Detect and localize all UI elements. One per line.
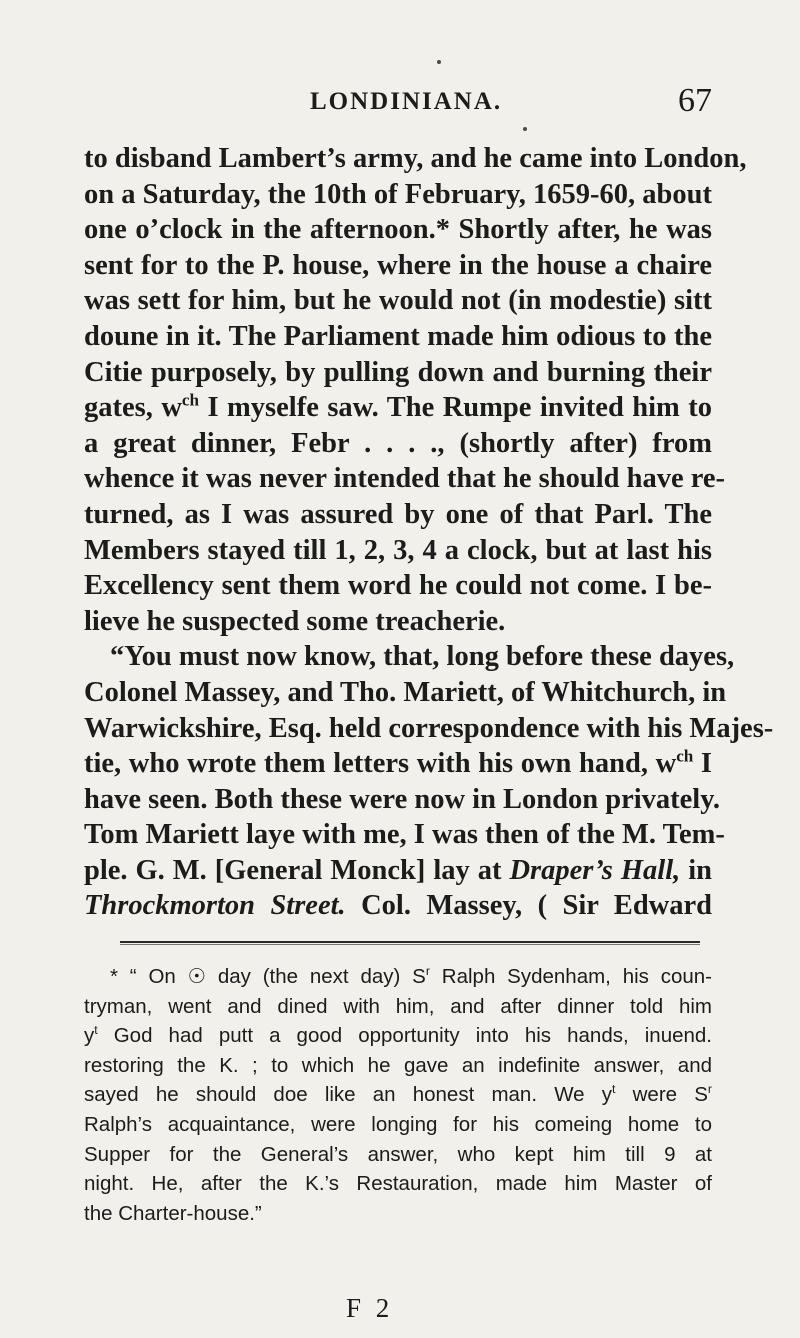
superscript: ch [676,746,694,766]
text-line: lieve he suspected some treacherie. [84,605,506,637]
footnote-line: Ralph’s acquaintance, were longing for his comeing home to [84,1112,712,1136]
ink-speck [523,127,527,131]
text-fragment: gates, w [84,392,182,424]
text-line [84,853,712,889]
text-line: one o’clock in the afternoon.* Shortly after, he was [84,214,712,246]
superscript: ch [181,390,200,410]
footnote-rule-thin [120,944,700,945]
signature-mark: F 2 [346,1293,394,1323]
text-line: Tom Mariett laye with me, I was then of the M. Tem- [84,819,725,851]
text-fragment: y [84,1024,95,1048]
text-line: Citie purposely, by pulling down and burning their [84,356,712,388]
superscript: r [707,1082,713,1097]
superscript: t [94,1023,98,1038]
text-line: Members stayed till 1, 2, 3, 4 a clock, but at last his [84,534,712,566]
running-head [84,84,712,124]
italic-text: Draper’s Hall, [509,854,681,886]
footnote-line: Supper for the General’s answer, who kept him till 9 at [84,1142,712,1166]
running-title: LONDINIANA. [310,88,503,115]
footnote-rule [120,941,700,943]
footnote-line [84,1021,712,1051]
footnote-line: the Charter-house.” [84,1201,262,1225]
text-fragment: were S [615,1083,708,1107]
text-fragment: I [693,748,712,780]
text-line [84,746,712,782]
text-line: Warwickshire, Esq. held correspondence with his Majes- [84,712,774,744]
text-fragment: sayed he should doe like an honest man. We y [84,1083,613,1107]
text-line: turned, as I was assured by one of that Parl. The [84,498,712,530]
main-text [84,141,774,924]
text-fragment: Col. Massey, ( Sir Edward [345,890,712,922]
text-line: “You must now know, that, long before these dayes, [110,641,735,673]
paragraph-2 [84,639,774,924]
text-fragment: God had putt a good opportunity into his hands, inuend. [97,1024,712,1048]
ink-speck [437,60,441,64]
text-fragment: Ralph Sydenham, his coun- [429,965,713,988]
text-fragment: in [680,854,712,886]
text-line: doune in it. The Parliament made him odious to the [84,320,712,352]
superscript: r [425,964,430,979]
text-line: to disband Lambert’s army, and he came into London, [84,143,747,174]
page-number: 67 [678,82,712,119]
text-fragment: tie, who wrote them letters with his own hand, w [84,748,677,780]
text-fragment: I myselfe saw. The Rumpe invited him to [199,392,712,424]
footnote-line: restoring the K. ; to which he gave an indefinite answer, and [84,1053,712,1077]
sun-symbol-icon: ☉ [187,965,207,988]
text-line: on a Saturday, the 10th of February, 1659-60, about [84,178,712,210]
footnote-line: night. He, after the K.’s Restauration, made him Master of [84,1172,712,1196]
paragraph-1 [84,141,747,639]
footnote [84,962,712,1228]
text-fragment: day (the next day) S [206,965,426,988]
text-line: a great dinner, Febr . . . ., (shortly after) from [84,427,712,459]
footnote-line: tryman, went and dined with him, and after dinner told him [84,994,712,1018]
text-line [84,888,712,924]
text-fragment: ple. G. M. [General Monck] lay at [84,854,510,886]
text-line [84,390,712,426]
text-fragment: * “ On [110,965,188,988]
text-line: was sett for him, but he would not (in modestie) sitt [84,285,712,317]
text-line: have seen. Both these were now in London privately. [84,783,721,815]
text-line: Colonel Massey, and Tho. Mariett, of Whitchurch, in [84,676,727,708]
footnote-line [84,1080,712,1110]
italic-text: Throckmorton Street. [84,890,346,922]
footnote-line [84,962,712,992]
superscript: t [612,1082,616,1097]
text-line: sent for to the P. house, where in the house a chaire [84,249,712,281]
text-line: whence it was never intended that he should have re- [84,463,725,495]
text-line: Excellency sent them word he could not come. I be- [84,570,712,602]
